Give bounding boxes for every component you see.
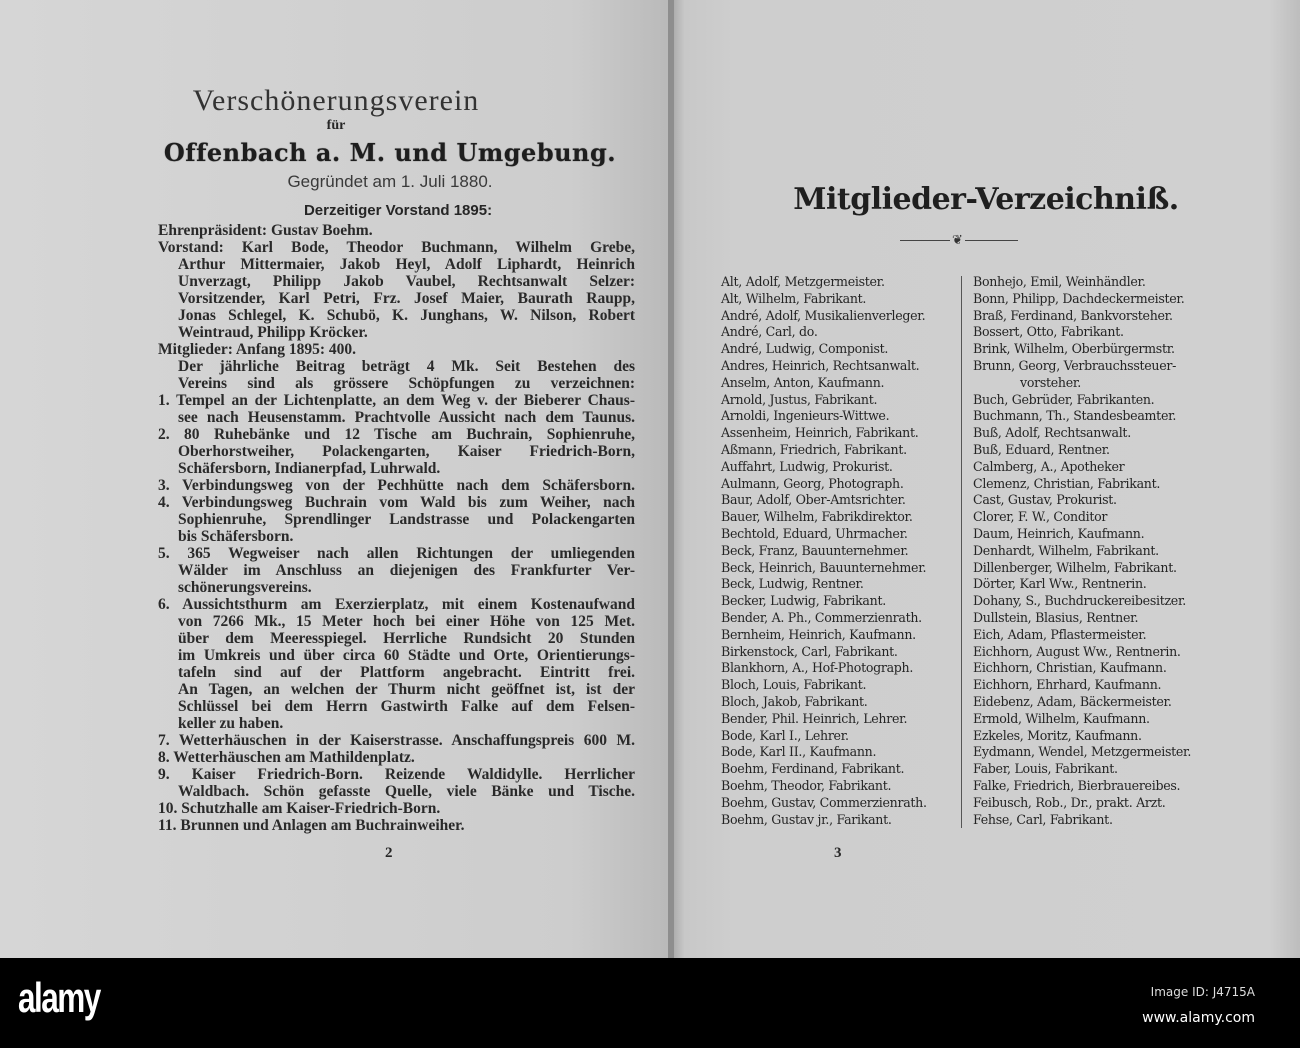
text-line: 1. Tempel an der Lichtenplatte, an dem Weg v. der Bieberer Chaus- (158, 392, 635, 409)
member-entry: Fehse, Carl, Fabrikant. (973, 811, 1113, 827)
member-entry: André, Adolf, Musikalienverleger. (721, 307, 926, 323)
text-line: An Tagen, an welchen der Thurm nicht geöffnet ist, ist der (178, 681, 635, 698)
member-entry: Eydmann, Wendel, Metzgermeister. (973, 744, 1192, 760)
member-entry: Auffahrt, Ludwig, Prokurist. (721, 458, 893, 474)
text-line: über dem Meeresspiegel. Herrliche Rundsicht 20 Stunden (178, 630, 635, 647)
member-entry: Buch, Gebrüder, Fabrikanten. (973, 391, 1155, 407)
member-entry: Beck, Ludwig, Rentner. (721, 576, 864, 592)
text-line: keller zu haben. (178, 715, 284, 732)
member-entry: André, Ludwig, Componist. (721, 341, 889, 357)
member-entry: Baur, Adolf, Ober-Amtsrichter. (721, 492, 906, 508)
member-entry: Buß, Eduard, Rentner. (973, 442, 1110, 457)
member-entry: Dohany, S., Buchdruckereibesitzer. (973, 593, 1186, 609)
member-entry: Boehm, Ferdinand, Fabrikant. (721, 761, 905, 777)
text-line: Oberhorstweiher, Polackengarten, Kaiser Friedrich-Born, (178, 443, 635, 460)
member-entry: Aulmann, Georg, Photograph. (721, 475, 904, 491)
member-entry: vorsteher. (1020, 374, 1081, 390)
member-entry: Boehm, Gustav jr., Farikant. (721, 811, 892, 827)
member-entry: Cast, Gustav, Prokurist. (973, 492, 1117, 508)
text-line: Vereins sind als grössere Schöpfungen zu verzeichnen: (178, 375, 635, 392)
text-line: Sophienruhe, Sprendlinger Landstrasse und Polackengarten (178, 511, 635, 528)
member-entry: Daum, Heinrich, Kaufmann. (973, 526, 1145, 541)
member-entry: Arnoldi, Ingenieurs-Wittwe. (721, 408, 890, 424)
member-entry: Brunn, Georg, Verbrauchssteuer- (973, 358, 1177, 373)
member-entry: Ezkeles, Moritz, Kaufmann. (973, 727, 1142, 743)
member-entry: Arnold, Justus, Fabrikant. (721, 391, 878, 407)
member-entry: Bonn, Philipp, Dachdeckermeister. (973, 290, 1185, 306)
text-line: 10. Schutzhalle am Kaiser-Friedrich-Born. (158, 800, 441, 817)
society-title: Verschönerungsverein (192, 84, 480, 117)
place-title: Offenbach a. M. und Umgebung. (163, 138, 617, 167)
page-number-right: 3 (834, 845, 842, 861)
member-entry: Bender, A. Ph., Commerzienrath. (721, 610, 922, 625)
member-entry: Aßmann, Friedrich, Fabrikant. (721, 442, 907, 457)
text-line: Schlüssel bei dem Herrn Gastwirth Falke auf dem Felsen- (178, 698, 635, 715)
text-line: bis Schäfersborn. (178, 528, 294, 545)
member-entry: Bechtold, Eduard, Uhrmacher. (721, 526, 908, 541)
column-divider (961, 276, 962, 828)
text-line: Vorstand: Karl Bode, Theodor Buchmann, Wilhelm Grebe, (158, 239, 635, 256)
page-number-left: 2 (385, 845, 393, 861)
member-entry: Clemenz, Christian, Fabrikant. (973, 475, 1161, 491)
text-line: see nach Heusenstamm. Prachtvolle Aussicht nach dem Taunus. (178, 409, 635, 426)
member-entry: Bloch, Louis, Fabrikant. (721, 677, 867, 693)
member-entry: Alt, Wilhelm, Fabrikant. (721, 290, 867, 306)
member-entry: Alt, Adolf, Metzgermeister. (721, 274, 885, 289)
member-entry: Andres, Heinrich, Rechtsanwalt. (721, 358, 920, 373)
text-line: Mitglieder: Anfang 1895: 400. (158, 341, 357, 358)
text-line: Wälder im Anschluss an diejenigen des Frankfurter Ver- (178, 562, 635, 579)
text-line: 7. Wetterhäuschen in der Kaiserstrasse. Anschaffungspreis 600 M. (158, 732, 635, 749)
member-entry: Eidebenz, Adam, Bäckermeister. (973, 694, 1172, 709)
watermark-footer (0, 958, 1300, 1048)
text-line: 9. Kaiser Friedrich-Born. Reizende Waldidylle. Herrlicher (158, 766, 635, 783)
text-line: Arthur Mittermaier, Jakob Heyl, Adolf Liphardt, Heinrich (178, 256, 635, 273)
member-entry: Bloch, Jakob, Fabrikant. (721, 694, 868, 709)
ornament-icon: ❦ (952, 232, 963, 247)
member-entry: Ermold, Wilhelm, Kaufmann. (973, 710, 1150, 726)
text-line: Unverzagt, Philipp Jakob Vaubel, Rechtsanwalt Selzer: (178, 273, 635, 290)
member-entry: Dörter, Karl Ww., Rentnerin. (973, 576, 1147, 592)
member-entry: Eichhorn, August Ww., Rentnerin. (973, 643, 1181, 659)
member-entry: Anselm, Anton, Kaufmann. (721, 374, 885, 390)
member-entry: Boehm, Theodor, Fabrikant. (721, 778, 892, 793)
member-entry: Boehm, Gustav, Commerzienrath. (721, 794, 927, 810)
member-entry: Faber, Louis, Fabrikant. (973, 761, 1118, 777)
text-line: 3. Verbindungsweg von der Pechhütte nach dem Schäfersborn. (158, 477, 635, 494)
text-line: Ehrenpräsident: Gustav Boehm. (158, 222, 373, 239)
member-entry: Brink, Wilhelm, Oberbürgermstr. (973, 341, 1175, 357)
member-entry: Bossert, Otto, Fabrikant. (973, 324, 1124, 340)
member-entry: Denhardt, Wilhelm, Fabrikant. (973, 542, 1159, 558)
text-line: Schäfersborn, Indianerpfad, Luhrwald. (178, 460, 441, 477)
member-entry: Dullstein, Blasius, Rentner. (973, 610, 1139, 625)
member-entry: Bernheim, Heinrich, Kaufmann. (721, 626, 916, 642)
member-entry: Braß, Ferdinand, Bankvorsteher. (973, 307, 1173, 323)
member-entry: Dillenberger, Wilhelm, Fabrikant. (973, 559, 1177, 575)
member-entry: Eich, Adam, Pflastermeister. (973, 626, 1147, 642)
text-line: Der jährliche Beitrag beträgt 4 Mk. Seit Bestehen des (178, 358, 635, 375)
text-line: 5. 365 Wegweiser nach allen Richtungen der umliegenden (158, 545, 635, 562)
text-line: tafeln sind auf der Plattform angebracht. Eintritt frei. (178, 664, 635, 681)
member-entry: Buchmann, Th., Standesbeamter. (973, 408, 1177, 424)
member-entry: Bode, Karl II., Kaufmann. (721, 744, 877, 760)
member-entry: Beck, Franz, Bauunternehmer. (721, 542, 909, 558)
member-entry: Bonhejo, Emil, Weinhändler. (973, 274, 1146, 289)
member-entry: Assenheim, Heinrich, Fabrikant. (721, 425, 919, 441)
member-entry: Blankhorn, A., Hof-Photograph. (721, 660, 914, 676)
member-entry: Bode, Karl I., Lehrer. (721, 727, 849, 743)
watermark-url: www.alamy.com (1142, 1010, 1255, 1026)
text-line: schönerungsvereins. (178, 579, 312, 596)
board-heading: Derzeitiger Vorstand 1895: (303, 202, 493, 219)
member-entry: Eichhorn, Ehrhard, Kaufmann. (973, 677, 1162, 693)
member-entry: Eichhorn, Christian, Kaufmann. (973, 660, 1167, 676)
member-entry: Bender, Phil. Heinrich, Lehrer. (721, 710, 908, 726)
member-entry: Falke, Friedrich, Bierbrauereibes. (973, 778, 1181, 793)
text-line: 2. 80 Ruhebänke und 12 Tische am Buchrain, Sophienruhe, (158, 426, 635, 443)
member-entry: Beck, Heinrich, Bauunternehmer. (721, 559, 927, 575)
text-line: 6. Aussichtsthurm am Exerzierplatz, mit einem Kostenaufwand (158, 596, 635, 613)
member-entry: Bauer, Wilhelm, Fabrikdirektor. (721, 509, 913, 525)
title-fuer: für (326, 118, 346, 133)
founded-line: Gegründet am 1. Juli 1880. (287, 172, 493, 191)
text-line: im Umkreis und über circa 60 Städte und Orte, Orientierungs- (178, 647, 635, 664)
member-entry: André, Carl, do. (721, 324, 818, 340)
member-entry: Becker, Ludwig, Fabrikant. (721, 593, 886, 609)
member-entry: Feibusch, Rob., Dr., prakt. Arzt. (973, 794, 1166, 810)
member-entry: Calmberg, A., Apotheker (973, 458, 1125, 474)
image-id: Image ID: J4715A (1150, 985, 1255, 999)
text-line: Vorsitzender, Karl Petri, Frz. Josef Maier, Baurath Raupp, (178, 290, 635, 307)
text-line: 8. Wetterhäuschen am Mathildenplatz. (158, 749, 415, 766)
text-line: von 7266 Mk., 15 Meter hoch bei einer Höhe von 125 Met. (178, 613, 635, 630)
member-entry: Clorer, F. W., Conditor (973, 509, 1108, 525)
text-line: 4. Verbindungsweg Buchrain vom Wald bis zum Weiher, nach (158, 494, 635, 511)
member-entry: Birkenstock, Carl, Fabrikant. (721, 643, 898, 659)
text-line: Weintraud, Philipp Kröcker. (178, 324, 368, 341)
text-line: 11. Brunnen und Anlagen am Buchrainweiher. (158, 817, 465, 834)
member-entry: Buß, Adolf, Rechtsanwalt. (973, 425, 1131, 441)
alamy-logo: alamy (18, 974, 100, 1021)
text-line: Jonas Schlegel, K. Schubö, K. Junghans, W. Nilson, Robert (178, 307, 635, 324)
member-list-heading: Mitglieder-Verzeichniß. (793, 182, 1179, 217)
text-line: Waldbach. Schön gefasste Quelle, viele Bänke und Tische. (178, 783, 635, 800)
